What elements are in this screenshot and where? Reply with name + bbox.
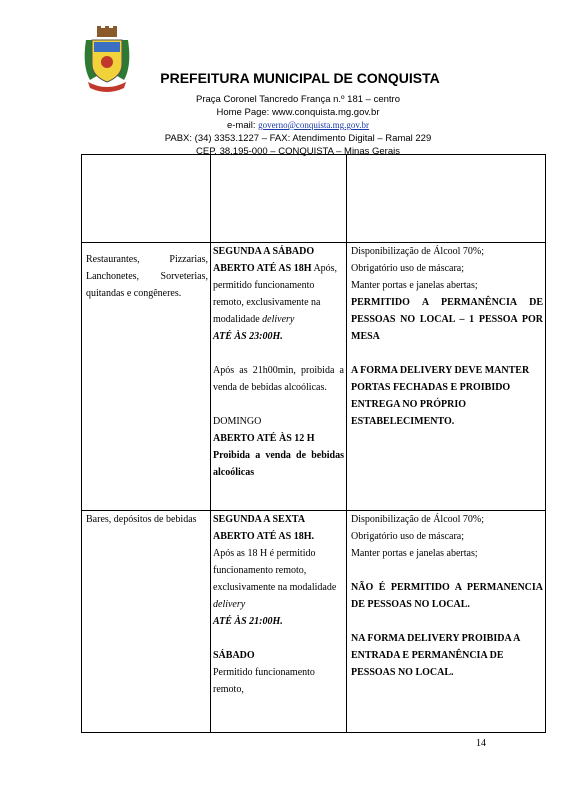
rules-cell: Disponibilização de Álcool 70%; Obrigatório uso de máscara; Manter portas e janelas abertas; NÃO É PERMITIDO A PERMANENCIA DE PESSOAS NO LOCAL. NA FORMA DELIVERY PROIBIDA A ENTRADA E PERMANÊNCIA DE PESSOAS NO LOCAL. xyxy=(347,511,546,733)
homepage-line: Home Page: www.conquista.mg.gov.br xyxy=(216,107,380,118)
table-row xyxy=(82,155,546,243)
category-cell: Bares, depósitos de bebidas xyxy=(82,511,211,733)
email-link[interactable]: governo@conquista.mg.gov.br xyxy=(258,120,370,130)
email-label: e-mail: xyxy=(226,120,259,131)
page-number: 14 xyxy=(476,738,486,749)
schedule-cell: SEGUNDA A SÁBADO ABERTO ATÉ AS 18H Após, permitido funcionamento remoto, exclusivamente na modalidade delivery ATÉ ÀS 23:00H. Após as 21h00min, proibida a venda de bebidas alcoólicas. DOMINGO ABERTO ATÉ ÀS 12 H Proibida a venda de bebidas alcoólicas xyxy=(211,243,347,511)
table-row xyxy=(82,243,546,511)
cep-line: CEP. 38.195-000 – CONQUISTA – Minas Gerais xyxy=(196,146,400,157)
table-row xyxy=(82,511,546,733)
rules-cell: Disponibilização de Álcool 70%; Obrigatório uso de máscara; Manter portas e janelas abertas; PERMITIDO A PERMANÊNCIA DE PESSOAS NO LOCAL – 1 PESSOA POR MESA A FORMA DELIVERY DEVE MANTER PORTAS FECHADAS E PROIBIDO ENTREGA NO PRÓPRIO ESTABELECIMENTO. xyxy=(347,243,546,511)
email-line xyxy=(128,119,468,132)
category-cell: Restaurantes, Pizzarias, Lanchonetes, Sorveterias, quitandas e congêneres. xyxy=(82,243,211,511)
regulations-table xyxy=(81,154,546,733)
address-line: Praça Coronel Tancredo França n.º 181 – centro xyxy=(196,94,400,105)
phone-line: PABX: (34) 3353.1227 – FAX: Atendimento Digital – Ramal 229 xyxy=(164,133,432,144)
prefecture-title: PREFEITURA MUNICIPAL DE CONQUISTA xyxy=(160,70,440,86)
schedule-cell: SEGUNDA A SEXTA ABERTO ATÉ AS 18H. Após as 18 H é permitido funcionamento remoto, exclusivamente na modalidade delivery ATÉ ÀS 21:00H. SÁBADO Permitido funcionamento remoto, xyxy=(211,511,347,733)
